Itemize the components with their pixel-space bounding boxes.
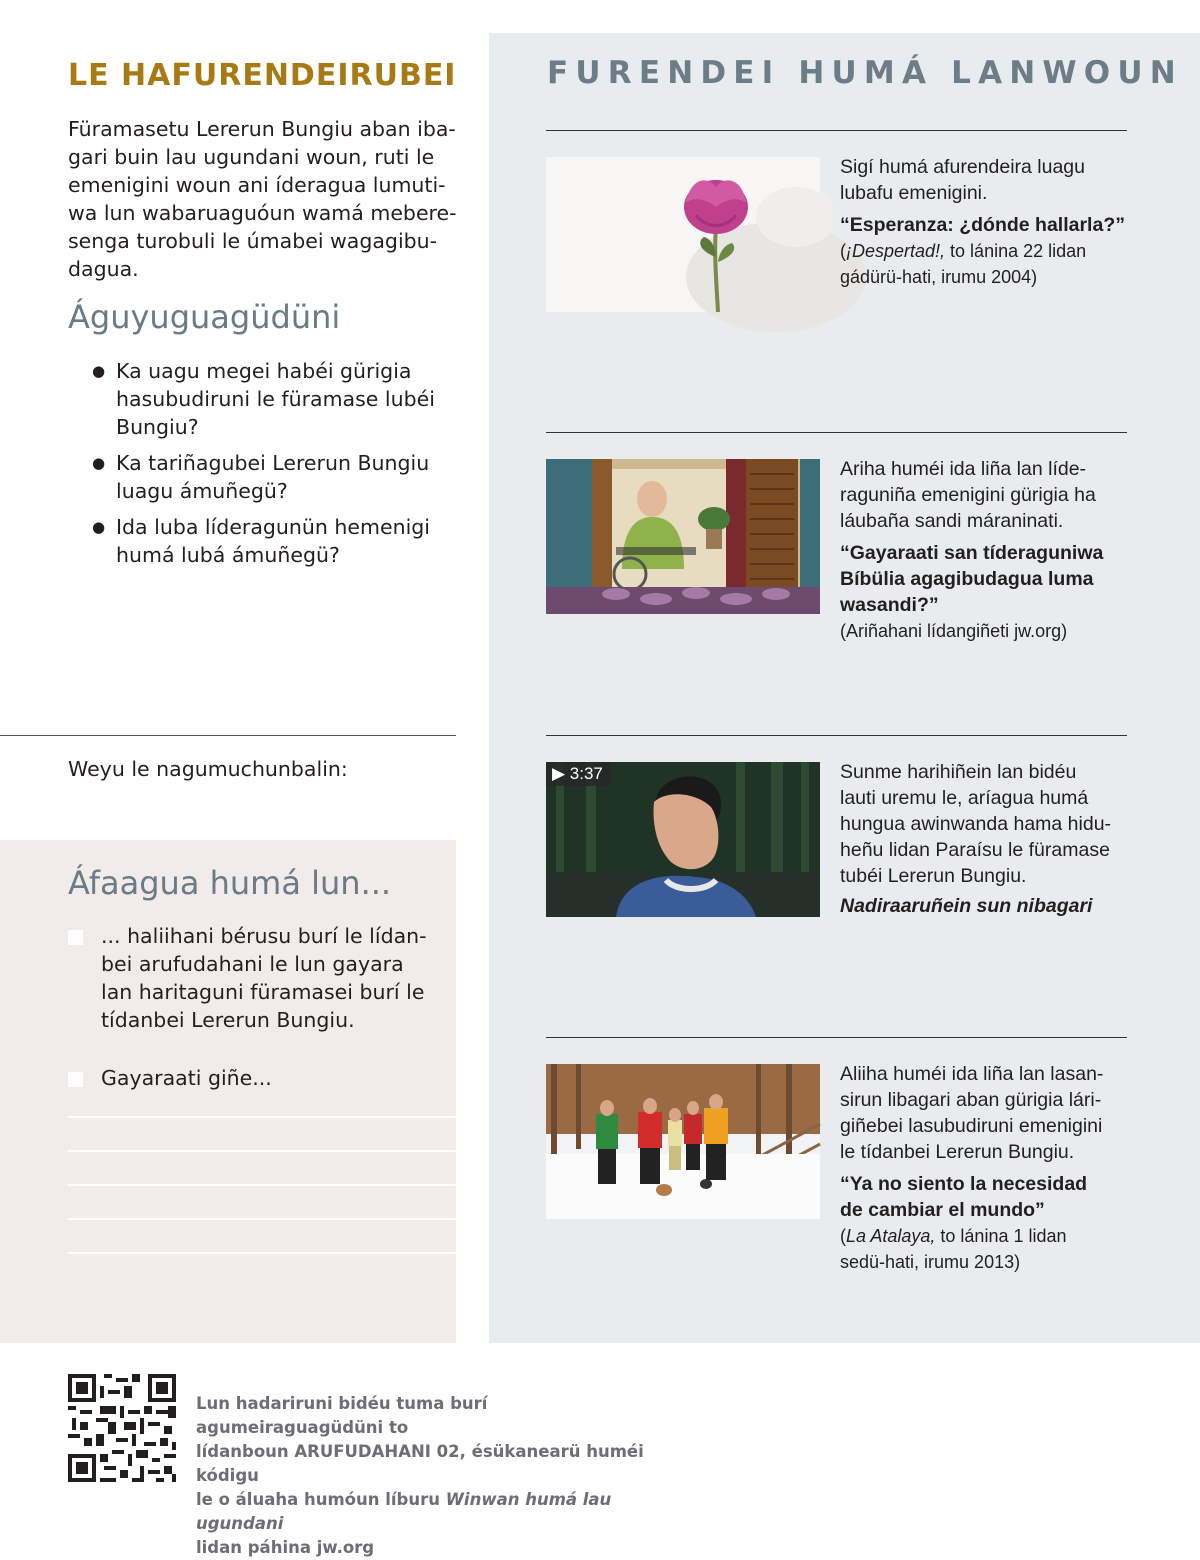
- item-intro: Sunme harihiñein lan bidéu: [840, 761, 1077, 783]
- article-reference: (La Atalaya, to lánina 1 lidan: [840, 1226, 1067, 1246]
- item-text: [840, 1061, 1130, 1275]
- goal-line: tídanbei Lererun Bungiu.: [101, 1008, 355, 1032]
- friends-title: FURENDEI HUMÁ LANWOUN: [547, 55, 1183, 91]
- item-intro: sirun libagari aban gürigia lári-: [840, 1089, 1102, 1111]
- friends-panel: [489, 33, 1200, 1343]
- goal-text: [101, 922, 428, 1034]
- article-title-link[interactable]: “Esperanza: ¿dónde hallarla?”: [840, 214, 1125, 236]
- title-line: wasandi?”: [840, 594, 939, 616]
- footer-line: lidan páhina jw.org: [196, 1538, 375, 1557]
- goal-item: [68, 1064, 428, 1092]
- intro-line: Füramasetu Lererun Bungiu aban iba-: [68, 117, 456, 141]
- publication-name: ¡Despertad!,: [846, 241, 946, 261]
- item-intro: giñebei lasubudiruni emenigini: [840, 1115, 1103, 1137]
- question-line: ● Ida luba líderagunün hemenigi: [116, 515, 431, 539]
- title-line: de cambiar el mundo”: [840, 1199, 1045, 1221]
- item-intro: le tídanbei Lererun Bungiu.: [840, 1141, 1075, 1163]
- footer-line: [196, 1488, 676, 1536]
- item-intro: lauti uremu le, aríagua humá: [840, 787, 1089, 809]
- write-line[interactable]: [68, 1252, 456, 1254]
- title-line: “Ya no siento la necesidad: [840, 1173, 1088, 1195]
- reference-text: to lánina 1 lidan: [935, 1226, 1067, 1246]
- man-wheelchair-image[interactable]: [546, 459, 820, 614]
- item-text: [840, 456, 1130, 644]
- item-intro: hungua awinwanda hama hidu-: [840, 813, 1112, 835]
- question-line: luagu ámuñegü?: [116, 479, 288, 503]
- write-line[interactable]: [68, 1116, 456, 1118]
- next-visit-label: Weyu le nagumuchunbalin:: [68, 757, 348, 781]
- intro-line: dagua.: [68, 257, 139, 281]
- footer-line: lídanboun ARUFUDAHANI 02, ésükanearü huméi kódigu: [196, 1442, 644, 1485]
- list-item: [92, 357, 442, 441]
- video-title-link[interactable]: Nadiraaruñein sun nibagari: [840, 895, 1093, 917]
- footer-fragment: le o áluaha humóun líburu: [196, 1490, 446, 1509]
- intro-paragraph: [68, 115, 458, 283]
- goal-line: ... haliihani bérusu burí le lídan-: [101, 924, 427, 948]
- list-item: [92, 449, 442, 505]
- reference-text: gádürü-hati, irumu 2004): [840, 267, 1038, 287]
- divider: [546, 130, 1127, 131]
- divider: [0, 735, 456, 736]
- goal-item: [68, 922, 428, 1034]
- list-item: [92, 513, 442, 569]
- goals-panel: [0, 840, 456, 1343]
- question-line: Bungiu?: [116, 415, 199, 439]
- goal-line: lan haritaguni füramasei burí le: [101, 980, 425, 1004]
- write-line[interactable]: [68, 1218, 456, 1220]
- item-text: [840, 759, 1130, 919]
- video-duration: 3:37: [569, 764, 603, 783]
- write-line[interactable]: [68, 1150, 456, 1152]
- divider: [546, 1037, 1127, 1038]
- item-intro: tubéi Lererun Bungiu.: [840, 865, 1027, 887]
- reference-text: sedü-hati, irumu 2013): [840, 1252, 1021, 1272]
- article-title-link[interactable]: [840, 1171, 1130, 1223]
- title-line: Bíbülia agagibudagua luma: [840, 568, 1094, 590]
- goal-line: bei arufudahani le lun gayara: [101, 952, 404, 976]
- write-line[interactable]: [68, 1184, 456, 1186]
- item-text: [840, 154, 1130, 290]
- article-title-link[interactable]: [840, 540, 1130, 618]
- goals-heading: Áfaagua humá lun...: [68, 864, 392, 902]
- question-line: ● Ka uagu megei habéi gürigia: [116, 359, 412, 383]
- divider: [546, 432, 1127, 433]
- item-intro: raguniña emenigini gürigia ha: [840, 484, 1096, 506]
- intro-line: wa lun wabaruaguóun wamá mebere-: [68, 201, 457, 225]
- qr-code-icon[interactable]: [68, 1374, 176, 1482]
- item-intro: Ariha huméi ida liña lan líde-: [840, 458, 1087, 480]
- publication-name: La Atalaya,: [846, 1226, 936, 1246]
- flower-image[interactable]: [546, 157, 820, 312]
- item-intro: Sigí humá afurendeira luagu: [840, 156, 1085, 178]
- intro-line: gari buin lau ugundani woun, ruti le: [68, 145, 435, 169]
- video-duration-badge: ▶ 3:37: [546, 762, 611, 786]
- questions-heading: Águyuguagüdüni: [68, 298, 341, 336]
- divider: [546, 735, 1127, 736]
- reference-text: (Ariñahani lídangiñeti jw.org): [840, 621, 1068, 641]
- footer-line: Lun hadariruni bidéu tuma burí agumeiraguagüdüni to: [196, 1394, 488, 1437]
- intro-line: emenigini woun ani íderagua lumuti-: [68, 173, 446, 197]
- video-thumbnail[interactable]: [546, 762, 820, 917]
- family-snow-image[interactable]: [546, 1064, 820, 1219]
- intro-line: senga turobuli le úmabei wagagibu-: [68, 229, 438, 253]
- book-title: Winwan humá lau ugundani: [196, 1490, 612, 1533]
- title-line: “Gayaraati san tíderaguniwa: [840, 542, 1104, 564]
- item-intro: heñu lidan Paraísu le füramase: [840, 839, 1110, 861]
- item-intro: láubaña sandi máraninati.: [840, 510, 1064, 532]
- goal-checkbox[interactable]: [68, 1072, 83, 1087]
- question-line: hasubudiruni le füramase lubéi: [116, 387, 435, 411]
- item-intro: lubafu emenigini.: [840, 182, 988, 204]
- question-line: ● Ka tariñagubei Lererun Bungiu: [116, 451, 430, 475]
- footer-text: [196, 1392, 676, 1560]
- reference-text: to lánina 22 lidan: [945, 241, 1087, 261]
- questions-list: [92, 357, 442, 577]
- question-line: humá lubá ámuñegü?: [116, 543, 340, 567]
- item-intro: Aliiha huméi ida liña lan lasan-: [840, 1063, 1104, 1085]
- goal-text: Gayaraati giñe...: [101, 1066, 272, 1090]
- goal-checkbox[interactable]: [68, 930, 83, 945]
- article-reference: (¡Despertad!, to lánina 22 lidan: [840, 241, 1087, 261]
- page-title: LE HAFURENDEIRUBEI: [68, 58, 457, 93]
